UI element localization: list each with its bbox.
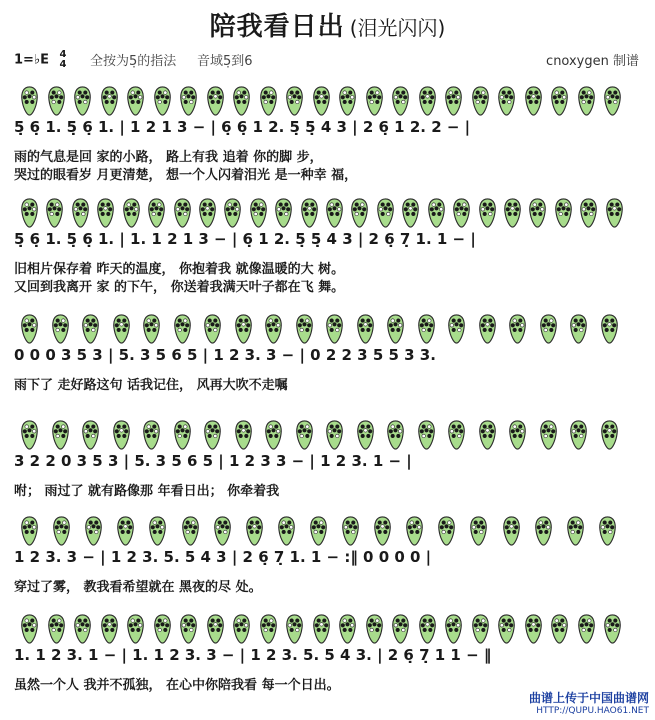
ocarina-icon [373, 516, 392, 546]
ocarina-icon [112, 420, 131, 450]
ocarina-icon [84, 516, 103, 546]
ocarina-icon [418, 86, 437, 116]
ocarina-icon [569, 420, 588, 450]
ocarina-icon [478, 198, 497, 228]
lyric-line-1: 穿过了雾， 教我看希望就在 黑夜的尽 处。 [14, 580, 262, 595]
ocarina-icon [206, 86, 225, 116]
ocarina-icon [341, 516, 360, 546]
ocarina-icon [550, 614, 569, 644]
notation-line: 0 0 0 3 5 3 | 5. 3 5 6 5 | 1 2 3. 3 − | 0 2 2 3 5 5 3 3. [14, 346, 436, 364]
ocarina-icon [71, 198, 90, 228]
ocarina-icon [179, 86, 198, 116]
ocarina-icon [356, 420, 375, 450]
title-main: 陪我看日出 [209, 12, 345, 42]
ocarina-icon [405, 516, 424, 546]
time-top: 4 [59, 49, 67, 60]
ocarina-icon [81, 314, 100, 344]
ocarina-icon [203, 314, 222, 344]
ocarina-icon [312, 614, 331, 644]
ocarina-icon [391, 614, 410, 644]
ocarina-icon [325, 198, 344, 228]
ocarina-icon [469, 516, 488, 546]
watermark-line-2: HTTP://QUPU.HAO61.NET [536, 706, 649, 716]
ocarina-icon [153, 614, 172, 644]
ocarina-icon [126, 614, 145, 644]
score-row-5 [0, 508, 655, 608]
lyric-line-2: 又回到我离开 家 的下午， 你送着我满天叶子都在飞 舞。 [14, 280, 345, 295]
ocarina-icon [325, 314, 344, 344]
ocarina-icon [51, 314, 70, 344]
range-note: 音域5̣到6 [196, 54, 253, 69]
ocarina-icon [181, 516, 200, 546]
ocarina-icon [577, 614, 596, 644]
ocarina-icon [401, 198, 420, 228]
ocarina-icon [96, 198, 115, 228]
ocarina-icon [264, 314, 283, 344]
lyric-line-1: 雨的气息是回 家的小路， 路上有我 追着 你的脚 步， [14, 150, 323, 165]
notation-line: 5̣ 6̣ 1. 5̣ 6̣ 1. | 1. 1 2 1 3 − | 6̣ 1 2. 5̣ 5̣ 4 3 | 2 6̣ 7̣ 1. 1 − | [14, 230, 476, 248]
ocarina-icon [73, 86, 92, 116]
ocarina-icon [116, 516, 135, 546]
notation-line: 1. 1 2 3. 1 − | 1. 1 2 3. 3 − | 1 2 3. 5. 5 4 3. | 2 6̣ 7̣ 1 1 − ‖ [14, 646, 492, 664]
ocarina-icon [112, 314, 131, 344]
ocarina-icon [259, 614, 278, 644]
notation-line: 5̣ 6̣ 1. 5̣ 6̣ 1. | 1 2 1 3 − | 6̣ 6̣ 1 2. 5̣ 5̣ 4 3 | 2 6̣ 1 2. 2 − | [14, 118, 471, 136]
ocarina-icon [598, 516, 617, 546]
ocarina-icon [198, 198, 217, 228]
score-meta [90, 50, 253, 69]
time-bottom: 4 [59, 59, 67, 70]
ocarina-icon [452, 198, 471, 228]
ocarina-icon [234, 314, 253, 344]
ocarina-icon [203, 420, 222, 450]
ocarina-icon [264, 420, 283, 450]
ocarina-icon [173, 420, 192, 450]
ocarina-icon [579, 198, 598, 228]
ocarina-icon [173, 198, 192, 228]
lyric-line-1: 虽然一个人 我并不孤独， 在心中你陪我看 每一个日出。 [14, 678, 340, 693]
ocarina-icon [365, 86, 384, 116]
ocarina-icon [309, 516, 328, 546]
ocarina-icon [566, 516, 585, 546]
ocarina-icon [376, 198, 395, 228]
ocarina-icon [471, 614, 490, 644]
site-watermark [529, 689, 649, 716]
ocarina-icon [122, 198, 141, 228]
ocarina-icon [142, 420, 161, 450]
ocarina-icon [528, 198, 547, 228]
ocarina-icon [300, 198, 319, 228]
ocarina-icon [427, 198, 446, 228]
ocarina-icon [147, 198, 166, 228]
ocarina-icon [569, 314, 588, 344]
ocarina-icon [245, 516, 264, 546]
ocarina-icon [213, 516, 232, 546]
ocarina-icon [52, 516, 71, 546]
ocarina-icon [447, 314, 466, 344]
ocarina-icon [600, 314, 619, 344]
ocarina-icon [524, 614, 543, 644]
ocarina-icon [534, 516, 553, 546]
ocarina-icon [285, 86, 304, 116]
ocarina-icon [232, 614, 251, 644]
ocarina-icon [508, 314, 527, 344]
ocarina-icon [81, 420, 100, 450]
ocarina-icon [312, 86, 331, 116]
ocarina-icon [447, 420, 466, 450]
lyric-line-1: 咐； 雨过了 就有路像那 年看日出； 你牵着我 [14, 484, 280, 499]
ocarina-icon [20, 314, 39, 344]
ocarina-icon [47, 614, 66, 644]
score-row-3 [0, 306, 655, 406]
ocarina-icon [600, 420, 619, 450]
ocarina-icon [471, 86, 490, 116]
ocarina-icon [20, 420, 39, 450]
ocarina-icon [206, 614, 225, 644]
ocarina-icon [365, 614, 384, 644]
lyric-line-2: 哭过的眼看岁 月更清楚， 想一个人闪着泪光 是一种幸 福， [14, 168, 358, 183]
ocarina-icon [232, 86, 251, 116]
ocarina-icon [418, 614, 437, 644]
ocarina-icon [51, 420, 70, 450]
ocarina-icon [126, 86, 145, 116]
ocarina-icon [325, 420, 344, 450]
ocarina-icon [497, 86, 516, 116]
ocarina-icon [603, 614, 622, 644]
watermark-line-1: 曲谱上传于中国曲谱网 [528, 691, 649, 705]
score-title [0, 6, 655, 43]
lyric-line-1: 旧相片保存着 昨天的温度， 你抱着我 就像温暖的大 树。 [14, 262, 345, 277]
ocarina-icon [148, 516, 167, 546]
ocarina-icon [356, 314, 375, 344]
ocarina-icon [497, 614, 516, 644]
title-sub: (泪光闪闪) [349, 16, 446, 40]
ocarina-icon [437, 516, 456, 546]
notation-line: 1 2 3. 3 − | 1 2 3. 5. 5 4 3 | 2 6̣ 7̣ 1. 1 − :‖ 0 0 0 0 | [14, 548, 432, 566]
ocarina-icon [142, 314, 161, 344]
ocarina-icon [45, 198, 64, 228]
lyric-line-1: 雨下了 走好路这句 话我记住， 风再大吹不走嘱 [14, 378, 288, 393]
score-row-4 [0, 412, 655, 512]
ocarina-icon [20, 86, 39, 116]
notation-line: 3 2 2 0 3 5 3 | 5. 3 5 6 5 | 1 2 3 3 − | 1 2 3. 1 − | [14, 452, 412, 470]
ocarina-icon [386, 420, 405, 450]
ocarina-icon [179, 614, 198, 644]
ocarina-icon [277, 516, 296, 546]
ocarina-icon [539, 420, 558, 450]
time-signature [59, 50, 66, 70]
ocarina-icon [502, 516, 521, 546]
ocarina-icon [338, 86, 357, 116]
score-row-1 [0, 78, 655, 183]
ocarina-icon [295, 314, 314, 344]
ocarina-icon [524, 86, 543, 116]
ocarina-icon [285, 614, 304, 644]
ocarina-icon [503, 198, 522, 228]
ocarina-icon [223, 198, 242, 228]
ocarina-icon [20, 614, 39, 644]
ocarina-icon [386, 314, 405, 344]
ocarina-icon [444, 86, 463, 116]
ocarina-icon [577, 86, 596, 116]
ocarina-icon [249, 198, 268, 228]
ocarina-icon [274, 198, 293, 228]
ocarina-icon [554, 198, 573, 228]
ocarina-icon [20, 198, 39, 228]
ocarina-icon [539, 314, 558, 344]
ocarina-icon [417, 420, 436, 450]
ocarina-icon [153, 86, 172, 116]
ocarina-icon [100, 614, 119, 644]
score-row-2 [0, 190, 655, 295]
ocarina-icon [295, 420, 314, 450]
ocarina-icon [478, 314, 497, 344]
ocarina-icon [391, 86, 410, 116]
ocarina-icon [478, 420, 497, 450]
ocarina-icon [444, 614, 463, 644]
ocarina-icon [100, 86, 119, 116]
ocarina-icon [550, 86, 569, 116]
ocarina-icon [20, 516, 39, 546]
ocarina-icon [603, 86, 622, 116]
fingering-note: 全按为5̣的指法 [90, 54, 177, 69]
ocarina-icon [73, 614, 92, 644]
ocarina-icon [508, 420, 527, 450]
ocarina-icon [173, 314, 192, 344]
ocarina-icon [259, 86, 278, 116]
key-signature [14, 50, 66, 70]
ocarina-icon [338, 614, 357, 644]
ocarina-icon [47, 86, 66, 116]
ocarina-icon [417, 314, 436, 344]
ocarina-icon [234, 420, 253, 450]
author-credit: cnoxygen 制谱 [546, 54, 639, 69]
key-label: 1=♭E [14, 52, 49, 68]
ocarina-icon [605, 198, 624, 228]
ocarina-icon [350, 198, 369, 228]
